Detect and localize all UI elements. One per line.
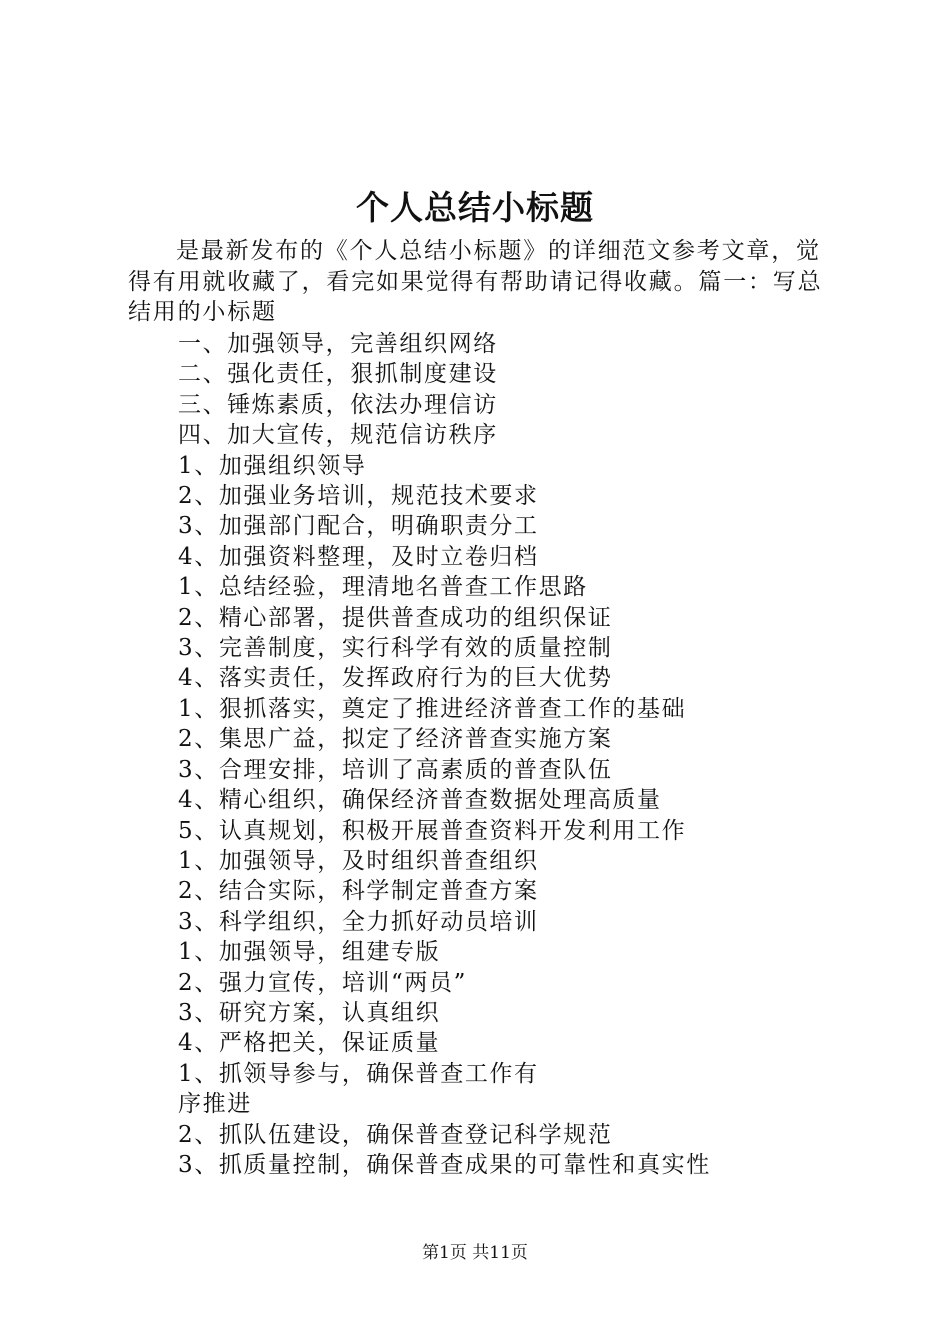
list-item: 3、研究方案，认真组织	[178, 999, 441, 1026]
list-item: 2、结合实际，科学制定普查方案	[178, 878, 539, 905]
list-item: 2、精心部署，提供普查成功的组织保证	[178, 604, 613, 631]
list-item: 三、锤炼素质，依法办理信访	[178, 391, 498, 418]
list-item: 1、狠抓落实，奠定了推进经济普查工作的基础	[178, 695, 687, 722]
list-item: 3、合理安排，培训了高素质的普查队伍	[178, 756, 613, 783]
list-item: 1、加强组织领导	[178, 452, 367, 479]
list-item: 3、加强部门配合，明确职责分工	[178, 513, 539, 540]
list-item: 2、集思广益，拟定了经济普查实施方案	[178, 726, 613, 753]
list-item: 二、强化责任，狠抓制度建设	[178, 361, 498, 388]
list-item: 3、抓质量控制，确保普查成果的可靠性和真实性	[178, 1151, 711, 1178]
list-item: 4、落实责任，发挥政府行为的巨大优势	[178, 665, 613, 692]
list-item: 2、加强业务培训，规范技术要求	[178, 483, 539, 510]
page-footer: 第1页 共11页	[422, 1243, 528, 1263]
list-item: 4、严格把关，保证质量	[178, 1030, 441, 1057]
list-item: 2、强力宣传，培训“两员”	[178, 969, 467, 996]
list-item: 四、加大宣传，规范信访秩序	[178, 422, 498, 449]
list-item: 一、加强领导，完善组织网络	[178, 331, 498, 357]
document-title: 个人总结小标题	[356, 188, 594, 227]
list-item: 1、抓领导参与，确保普查工作有	[178, 1060, 539, 1087]
list-item: 1、加强领导，组建专版	[178, 939, 441, 966]
list-item: 序推进	[178, 1091, 252, 1118]
list-item: 4、加强资料整理，及时立卷归档	[178, 543, 539, 570]
list-item: 3、科学组织，全力抓好动员培训	[178, 908, 539, 935]
list-item: 3、完善制度，实行科学有效的质量控制	[178, 635, 613, 662]
list-item: 4、精心组织，确保经济普查数据处理高质量	[178, 787, 662, 814]
list-item: 1、加强领导，及时组织普查组织	[178, 847, 539, 874]
intro-paragraph: 是最新发布的《个人总结小标题》的详细范文参考文章，觉得有用就收藏了，看完如果觉得有帮助请记得收藏。篇一：写总结用的小标题	[128, 238, 823, 325]
list-item: 5、认真规划，积极开展普查资料开发利用工作	[178, 817, 687, 844]
list-item: 1、总结经验，理清地名普查工作思路	[178, 574, 588, 601]
list-item: 2、抓队伍建设，确保普查登记科学规范	[178, 1121, 613, 1148]
heading-list	[178, 329, 838, 1180]
